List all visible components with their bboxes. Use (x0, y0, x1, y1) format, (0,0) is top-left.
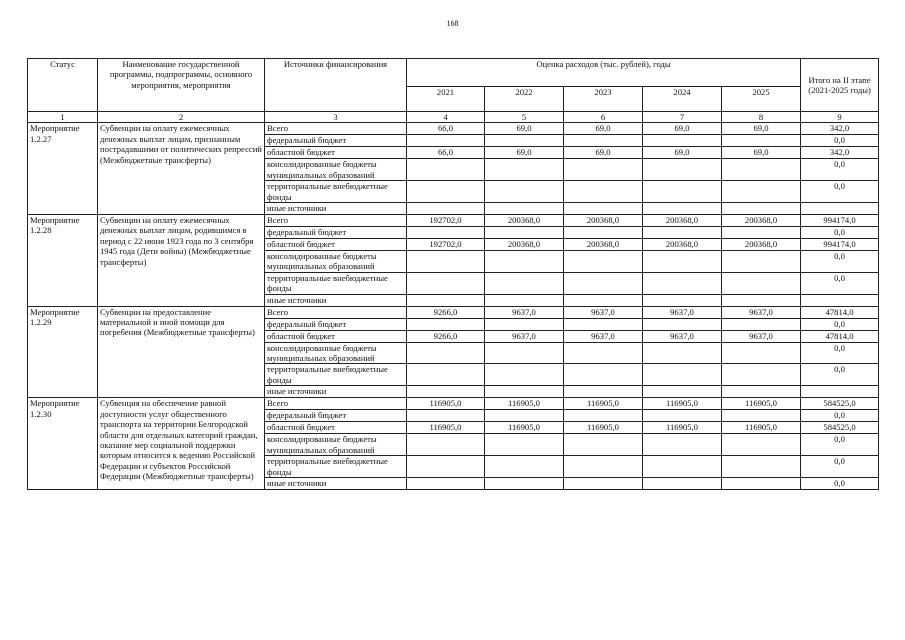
row-value: 116905,0 (564, 398, 643, 410)
row-value: 9637,0 (722, 306, 801, 318)
row-value: 9266,0 (407, 330, 485, 342)
row-value: 116905,0 (407, 398, 485, 410)
row-value: 200368,0 (485, 239, 564, 251)
column-index: 7 (643, 112, 722, 123)
row-total: 47814,0 (801, 306, 879, 318)
row-value (485, 294, 564, 306)
row-value (485, 251, 564, 273)
row-value (722, 203, 801, 215)
row-name: Субвенции на оплату ежемесячных денежных выплат лицам, признанным пострадавшими от политических репрессий (Межбюджетные трансферты) (98, 123, 265, 215)
row-total: 0,0 (801, 364, 879, 386)
row-value: 9637,0 (485, 330, 564, 342)
header-status: Статус (28, 59, 98, 112)
row-value (407, 181, 485, 203)
row-value (485, 477, 564, 489)
row-value (564, 456, 643, 478)
row-value (485, 135, 564, 147)
row-source: Всего (265, 398, 407, 410)
column-index: 3 (265, 112, 407, 123)
row-status: Мероприятие 1.2.28 (28, 215, 98, 307)
row-value (722, 386, 801, 398)
header-year: 2024 (643, 86, 722, 111)
header-year: 2025 (722, 86, 801, 111)
row-value (485, 410, 564, 422)
row-value: 116905,0 (485, 422, 564, 434)
row-name: Субвенции на предоставление материальной и иной помощи для погребения (Межбюджетные трансферты) (98, 306, 265, 398)
row-value: 116905,0 (564, 422, 643, 434)
row-total: 0,0 (801, 272, 879, 294)
row-value: 69,0 (722, 123, 801, 135)
row-value (564, 203, 643, 215)
row-value: 192702,0 (407, 239, 485, 251)
row-value: 9637,0 (564, 330, 643, 342)
column-index: 6 (564, 112, 643, 123)
row-value (407, 434, 485, 456)
row-value (722, 181, 801, 203)
row-value (407, 135, 485, 147)
row-value (407, 203, 485, 215)
row-source: Всего (265, 123, 407, 135)
row-value (485, 342, 564, 364)
row-source: консолидированные бюджеты муниципальных образований (265, 342, 407, 364)
row-value: 69,0 (643, 123, 722, 135)
row-source: консолидированные бюджеты муниципальных образований (265, 251, 407, 273)
row-source: областной бюджет (265, 330, 407, 342)
row-total: 994174,0 (801, 215, 879, 227)
column-index: 1 (28, 112, 98, 123)
row-source: территориальные внебюджетные фонды (265, 272, 407, 294)
row-value: 69,0 (722, 147, 801, 159)
header-year: 2021 (407, 86, 485, 111)
row-value (643, 456, 722, 478)
row-value (407, 342, 485, 364)
row-source: иные источники (265, 477, 407, 489)
row-value (564, 410, 643, 422)
row-value: 200368,0 (722, 239, 801, 251)
row-value (564, 135, 643, 147)
row-value: 200368,0 (485, 215, 564, 227)
row-total: 342,0 (801, 147, 879, 159)
table-body (28, 123, 879, 490)
row-value: 69,0 (564, 147, 643, 159)
row-source: федеральный бюджет (265, 318, 407, 330)
row-source: территориальные внебюджетные фонды (265, 181, 407, 203)
column-index: 2 (98, 112, 265, 123)
row-value (643, 364, 722, 386)
row-total: 0,0 (801, 410, 879, 422)
row-source: федеральный бюджет (265, 410, 407, 422)
header-estimate: Оценка расходов (тыс. рублей), годы (407, 59, 801, 87)
row-value: 9637,0 (643, 306, 722, 318)
row-value (722, 477, 801, 489)
row-value: 66,0 (407, 123, 485, 135)
row-value (407, 410, 485, 422)
row-total: 342,0 (801, 123, 879, 135)
row-value (722, 135, 801, 147)
row-value (643, 181, 722, 203)
row-value (407, 318, 485, 330)
row-value (564, 364, 643, 386)
row-value (407, 227, 485, 239)
row-total: 0,0 (801, 434, 879, 456)
column-index-row (28, 112, 879, 123)
row-value: 69,0 (564, 123, 643, 135)
row-source: иные источники (265, 203, 407, 215)
row-value: 200368,0 (564, 239, 643, 251)
row-value (407, 159, 485, 181)
row-total: 994174,0 (801, 239, 879, 251)
row-value (485, 456, 564, 478)
row-value: 69,0 (643, 147, 722, 159)
row-value: 200368,0 (722, 215, 801, 227)
row-source: консолидированные бюджеты муниципальных образований (265, 434, 407, 456)
page-number: 168 (446, 19, 459, 28)
row-value: 200368,0 (643, 239, 722, 251)
row-source: областной бюджет (265, 422, 407, 434)
row-total: 0,0 (801, 251, 879, 273)
row-value: 116905,0 (407, 422, 485, 434)
row-total (801, 294, 879, 306)
row-total: 0,0 (801, 181, 879, 203)
row-value (643, 227, 722, 239)
row-value (407, 251, 485, 273)
row-value (564, 318, 643, 330)
row-value (722, 410, 801, 422)
row-total: 584525,0 (801, 422, 879, 434)
row-source: территориальные внебюджетные фонды (265, 456, 407, 478)
row-value (407, 294, 485, 306)
row-value (485, 386, 564, 398)
row-value (722, 456, 801, 478)
row-source: консолидированные бюджеты муниципальных образований (265, 159, 407, 181)
budget-table (27, 58, 879, 490)
row-value (643, 135, 722, 147)
row-value: 116905,0 (485, 398, 564, 410)
row-value (564, 272, 643, 294)
table-row (28, 398, 879, 410)
row-source: территориальные внебюджетные фонды (265, 364, 407, 386)
row-value (643, 272, 722, 294)
row-value (643, 342, 722, 364)
row-value: 9637,0 (643, 330, 722, 342)
row-value: 192702,0 (407, 215, 485, 227)
row-total: 0,0 (801, 456, 879, 478)
row-value (564, 181, 643, 203)
column-index: 4 (407, 112, 485, 123)
row-status: Мероприятие 1.2.30 (28, 398, 98, 490)
row-value (485, 318, 564, 330)
row-value (564, 159, 643, 181)
row-total: 47814,0 (801, 330, 879, 342)
row-value: 116905,0 (643, 398, 722, 410)
row-value (643, 294, 722, 306)
row-value: 200368,0 (564, 215, 643, 227)
row-name: Субвенция на обеспечение равной доступности услуг общественного транспорта на территории Белгородской области для отдельных категорий граждан, оказание мер социальной поддержки которым относится к ведению Российской Федерации и субъектов Российской Федерации (Межбюджетные трансферты) (98, 398, 265, 490)
row-source: федеральный бюджет (265, 227, 407, 239)
row-total: 0,0 (801, 342, 879, 364)
row-name: Субвенции на оплату ежемесячных денежных выплат лицам, родившимся в период с 22 июня 1923 года по 3 сентября 1945 года (Дети войны) (Межбюджетные трансферты) (98, 215, 265, 307)
row-value (643, 477, 722, 489)
row-value (407, 477, 485, 489)
row-value (722, 342, 801, 364)
row-total: 584525,0 (801, 398, 879, 410)
row-value (564, 251, 643, 273)
row-value (643, 318, 722, 330)
row-source: иные источники (265, 386, 407, 398)
row-value (564, 342, 643, 364)
column-index: 8 (722, 112, 801, 123)
row-value (485, 203, 564, 215)
row-total: 0,0 (801, 159, 879, 181)
row-value: 200368,0 (643, 215, 722, 227)
row-value (722, 251, 801, 273)
row-value (564, 294, 643, 306)
row-value (485, 227, 564, 239)
table-row (28, 123, 879, 135)
row-total (801, 386, 879, 398)
row-total: 0,0 (801, 135, 879, 147)
row-value: 69,0 (485, 123, 564, 135)
row-value: 116905,0 (643, 422, 722, 434)
row-value (564, 477, 643, 489)
row-value (643, 251, 722, 273)
row-value: 9637,0 (722, 330, 801, 342)
row-value (643, 203, 722, 215)
row-value (564, 434, 643, 456)
row-value (722, 272, 801, 294)
row-value (407, 456, 485, 478)
row-value: 116905,0 (722, 422, 801, 434)
row-value: 9637,0 (485, 306, 564, 318)
row-value (722, 294, 801, 306)
row-value (722, 434, 801, 456)
row-value: 69,0 (485, 147, 564, 159)
row-total: 0,0 (801, 227, 879, 239)
header-year: 2022 (485, 86, 564, 111)
table-row (28, 215, 879, 227)
row-value (643, 159, 722, 181)
row-value: 9637,0 (564, 306, 643, 318)
row-source: областной бюджет (265, 147, 407, 159)
row-total (801, 203, 879, 215)
header-total: Итого на II этапе (2021-2025 годы) (801, 59, 879, 112)
row-value: 116905,0 (722, 398, 801, 410)
row-status: Мероприятие 1.2.29 (28, 306, 98, 398)
row-value (722, 227, 801, 239)
row-value (722, 318, 801, 330)
row-source: федеральный бюджет (265, 135, 407, 147)
row-value (643, 410, 722, 422)
row-value (722, 364, 801, 386)
column-index: 9 (801, 112, 879, 123)
row-value (485, 364, 564, 386)
row-source: Всего (265, 306, 407, 318)
row-status: Мероприятие 1.2.27 (28, 123, 98, 215)
row-value (643, 386, 722, 398)
row-value (485, 181, 564, 203)
row-value (564, 227, 643, 239)
row-value (485, 272, 564, 294)
column-index: 5 (485, 112, 564, 123)
row-value (407, 364, 485, 386)
header-name: Наименование государственной программы, подпрограммы, основного мероприятия, мероприятия (98, 59, 265, 112)
row-source: Всего (265, 215, 407, 227)
row-value: 66,0 (407, 147, 485, 159)
row-value (722, 159, 801, 181)
row-value (485, 159, 564, 181)
header-year: 2023 (564, 86, 643, 111)
row-value (485, 434, 564, 456)
row-source: иные источники (265, 294, 407, 306)
header-sources: Источники финансирования (265, 59, 407, 112)
row-total: 0,0 (801, 477, 879, 489)
row-value (407, 272, 485, 294)
row-value (564, 386, 643, 398)
row-value (643, 434, 722, 456)
table-row (28, 306, 879, 318)
row-total: 0,0 (801, 318, 879, 330)
header-row (28, 59, 879, 87)
row-value (407, 386, 485, 398)
row-value: 9266,0 (407, 306, 485, 318)
row-source: областной бюджет (265, 239, 407, 251)
